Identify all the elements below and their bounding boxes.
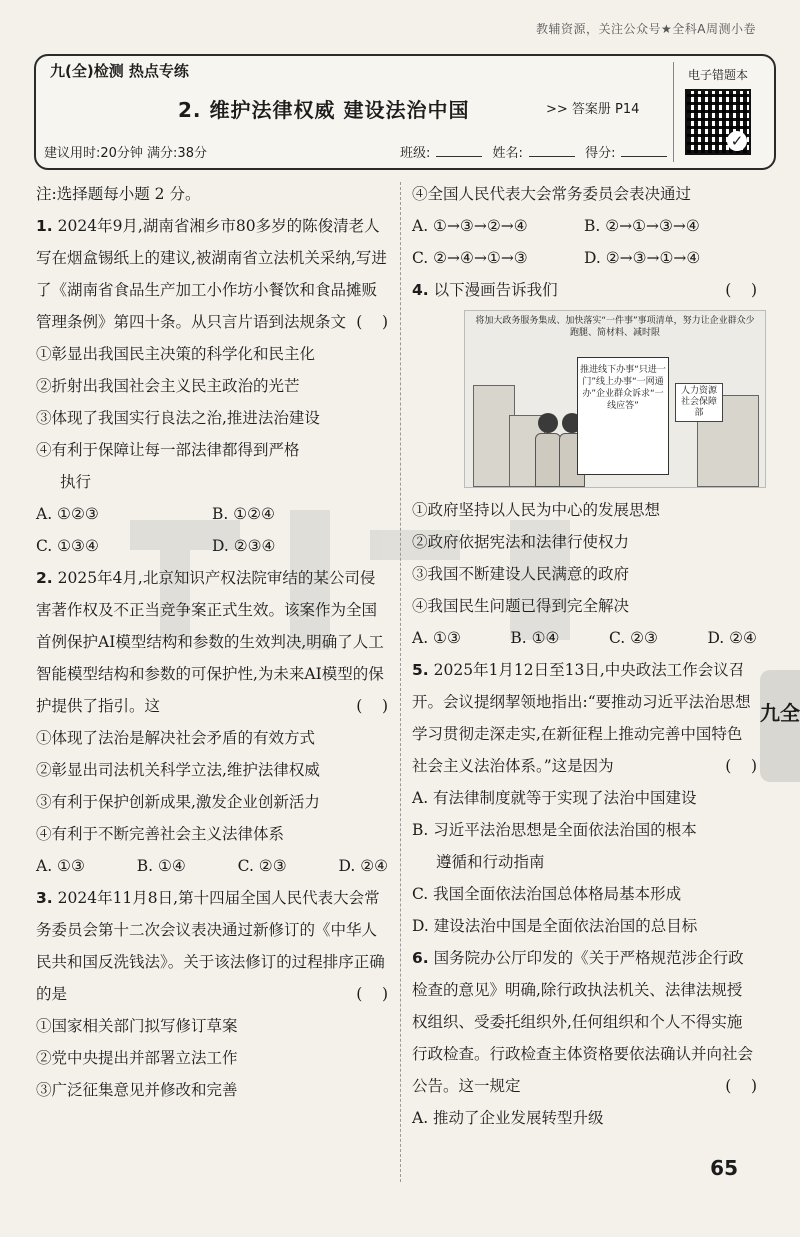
comic-document: 推进线下办事“只进一门”线上办事“一网通办”企业群众诉求“一线应答” <box>577 357 669 475</box>
statement-item: ④我国民生问题已得到完全解决 <box>412 597 630 615</box>
side-tab: 九全 <box>760 670 800 782</box>
question-5 <box>412 654 757 942</box>
option-c[interactable]: C. ②③ <box>608 629 658 647</box>
statement-item: ④有利于不断完善社会主义法律体系 <box>36 825 285 843</box>
answer-reference: >> 答案册 P14 <box>546 102 640 117</box>
class-label: 班级: <box>400 146 431 161</box>
option-b[interactable]: B. ①②④ <box>212 505 275 523</box>
option-c[interactable]: C. 我国全面依法治国总体格局基本形成 <box>412 885 682 903</box>
class-field[interactable] <box>436 144 482 157</box>
question-number: 2. <box>36 569 53 587</box>
name-label: 姓名: <box>492 146 523 161</box>
question-6 <box>412 942 757 1134</box>
question-1 <box>36 210 388 562</box>
top-note: 教辅资源，关注公众号★全科A周测小卷 <box>536 22 756 36</box>
question-number: 3. <box>36 889 53 907</box>
option-a[interactable]: A. ①③ <box>36 857 85 875</box>
option-a[interactable]: A. 有法律制度就等于实现了法治中国建设 <box>412 789 697 807</box>
section-tag: 九(全)检测 热点专练 <box>50 62 189 80</box>
option-a[interactable]: A. ①→③→②→④ <box>412 217 528 235</box>
qr-label: 电子错题本 <box>687 68 748 82</box>
option-c[interactable]: C. ②③ <box>237 857 287 875</box>
option-a[interactable]: A. 推动了企业发展转型升级 <box>412 1109 604 1127</box>
score-field[interactable] <box>621 144 667 157</box>
right-column <box>412 178 757 1134</box>
statement-item: ②彰显出司法机关科学立法,维护法律权威 <box>36 761 320 779</box>
question-stem: 2024年11月8日,第十四届全国人民代表大会常务委员会第十二次会议表决通过新修订的《中华人民共和国反洗钱法》。关于该法修订的过程排序正确的是 <box>36 889 385 1003</box>
option-d[interactable]: D. ②③④ <box>212 537 276 555</box>
qr-area <box>673 62 762 162</box>
building-sign: 人力资源社会保障部 <box>675 383 723 422</box>
time-score-info: 建议用时:20分钟 满分:38分 <box>44 146 207 161</box>
comic-caption: 将加大政务服务集成、加快落实“一件事”事项清单，努力让企业群众少跑腿、简材料、减时限 <box>475 316 755 338</box>
left-column <box>36 178 388 1106</box>
question-stem: 2025年4月,北京知识产权法院审结的某公司侵害著作权及不正当竞争案正式生效。该案作为全国首例保护AI模型结构和参数的生效判决,明确了人工智能模型结构和参数的可保护性,为未来AI模型的保护提供了指引。这 <box>36 569 384 715</box>
option-d[interactable]: D. 建设法治中国是全面依法治国的总目标 <box>412 917 698 935</box>
comic-illustration <box>464 310 766 488</box>
qr-code-icon[interactable] <box>685 89 751 155</box>
option-d[interactable]: D. ②④ <box>707 629 757 647</box>
statement-item: ①国家相关部门拟写修订草案 <box>36 1017 238 1035</box>
option-a[interactable]: A. ①③ <box>412 629 461 647</box>
question-2 <box>36 562 388 882</box>
question-stem: 以下漫画告诉我们 <box>433 281 558 299</box>
score-label: 得分: <box>585 146 616 161</box>
question-number: 4. <box>412 281 429 299</box>
statement-item: ②党中央提出并部署立法工作 <box>36 1049 238 1067</box>
question-number: 1. <box>36 217 53 235</box>
column-divider <box>400 182 401 1182</box>
header-box <box>34 54 776 170</box>
option-b-continued[interactable]: 遵循和行动指南 <box>436 853 545 871</box>
statement-item: ④全国人民代表大会常务委员会表决通过 <box>412 185 692 203</box>
question-number: 6. <box>412 949 429 967</box>
answer-blank[interactable]: ( ) <box>356 985 388 1003</box>
question-number: 5. <box>412 661 429 679</box>
option-b[interactable]: B. 习近平法治思想是全面依法治国的根本 <box>412 821 697 839</box>
option-c[interactable]: C. ①③④ <box>36 537 99 555</box>
option-a[interactable]: A. ①②③ <box>36 505 99 523</box>
statement-item: ①彰显出我国民主决策的科学化和民主化 <box>36 345 316 363</box>
check-icon: ✓ <box>727 131 747 151</box>
statement-item: ②政府依据宪法和法律行使权力 <box>412 533 630 551</box>
scoring-note: 注:选择题每小题 2 分。 <box>36 185 201 203</box>
option-d[interactable]: D. ②④ <box>338 857 388 875</box>
page-title: 2. 维护法律权威 建设法治中国 <box>178 98 470 122</box>
person-icon <box>535 413 561 487</box>
statement-item: ③我国不断建设人民满意的政府 <box>412 565 630 583</box>
statement-item: ③广泛征集意见并修改和完善 <box>36 1081 238 1099</box>
name-field[interactable] <box>529 144 575 157</box>
statement-item: ③体现了我国实行良法之治,推进法治建设 <box>36 409 320 427</box>
statement-item: ②折射出我国社会主义民主政治的光芒 <box>36 377 300 395</box>
statement-item: ③有利于保护创新成果,激发企业创新活力 <box>36 793 320 811</box>
page-number: 65 <box>710 1156 738 1180</box>
question-4 <box>412 274 757 654</box>
answer-blank[interactable]: ( ) <box>356 697 388 715</box>
statement-item-continued: 执行 <box>60 473 92 491</box>
question-3 <box>36 882 388 1106</box>
statement-item: ①体现了法治是解决社会矛盾的有效方式 <box>36 729 316 747</box>
statement-item: ④有利于保障让每一部法律都得到严格 <box>36 441 300 459</box>
question-stem: 2025年1月12日至13日,中央政法工作会议召开。会议提纲挈领地指出:“要推动习近平法治思想学习贯彻走深走实,在新征程上推动完善中国特色社会主义法治体系。”这是因为 <box>412 661 751 775</box>
option-b[interactable]: B. ①④ <box>136 857 186 875</box>
student-fields <box>400 142 673 161</box>
answer-blank[interactable]: ( ) <box>725 1077 757 1095</box>
option-b[interactable]: B. ①④ <box>510 629 560 647</box>
statement-item: ①政府坚持以人民为中心的发展思想 <box>412 501 661 519</box>
option-c[interactable]: C. ②→④→①→③ <box>412 249 528 267</box>
answer-blank[interactable]: ( ) <box>725 281 757 299</box>
answer-blank[interactable]: ( ) <box>725 757 757 775</box>
option-d[interactable]: D. ②→③→①→④ <box>584 249 701 267</box>
answer-blank[interactable]: ( ) <box>356 313 388 331</box>
question-stem: 2024年9月,湖南省湘乡市80多岁的陈俊清老人写在烟盒锡纸上的建议,被湖南省立法机关采纳,写进了《湖南省食品生产加工小作坊小餐饮和食品摊贩管理条例》第四十条。从只言片语到法规条文 <box>36 217 387 331</box>
question-stem: 国务院办公厅印发的《关于严格规范涉企行政检查的意见》明确,除行政执法机关、法律法规授权组织、受委托组织外,任何组织和个人不得实施行政检查。行政检查主体资格要依法确认并向社会公告。这一规定 <box>412 949 754 1095</box>
option-b[interactable]: B. ②→①→③→④ <box>584 217 700 235</box>
